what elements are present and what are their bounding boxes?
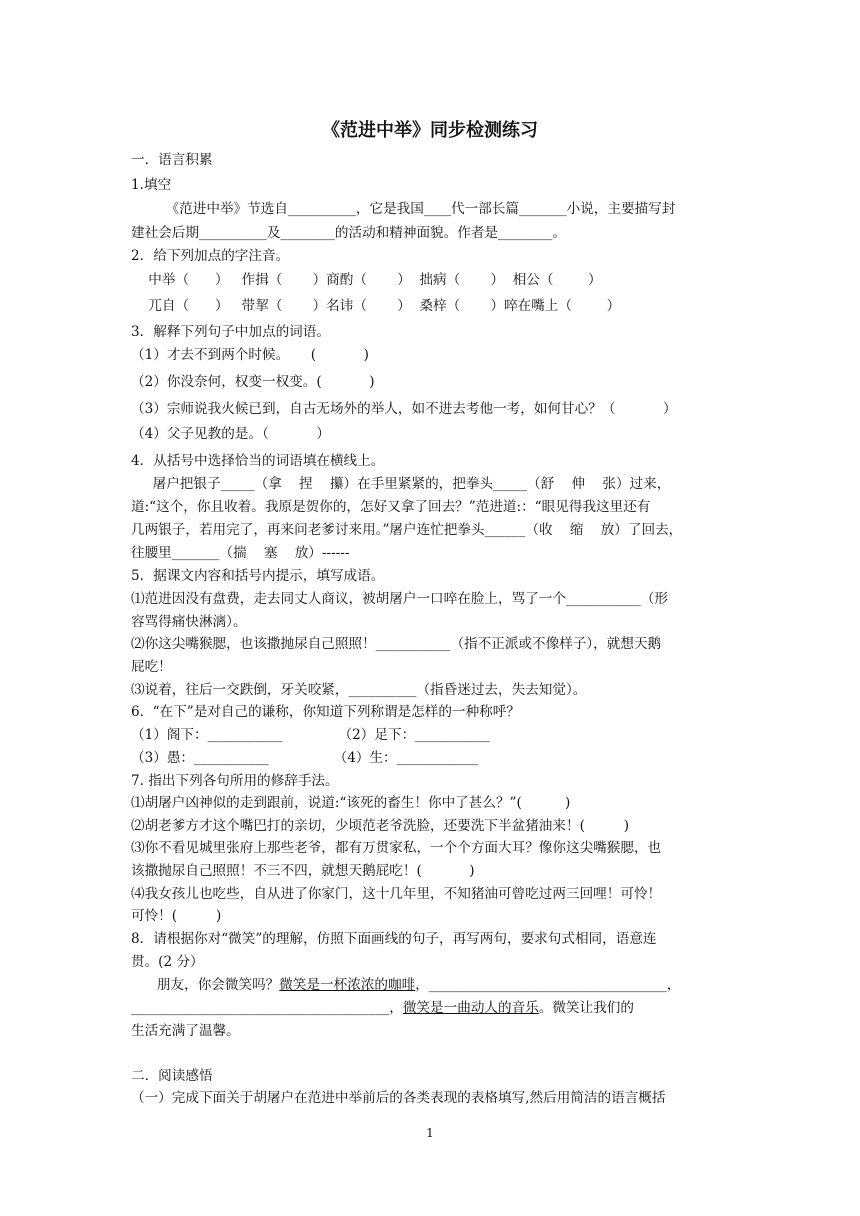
text-line: 《范进中举》节选自__________，它是我国____代一部长篇_______小说，主要描写封	[131, 201, 676, 217]
text-line: ⑴胡屠户凶神似的走到跟前，说道:“该死的畜生！你中了甚么？”( )	[131, 795, 571, 811]
text-span: ______________________________________，	[131, 1000, 403, 1016]
question-heading: 8．请根据你对“微笑”的理解，仿照下面画线的句子，再写两句，要求句式相同，语意连	[131, 931, 657, 947]
pinyin-row: 兀自（ ） 带挈（ ）名讳（ ） 桑梓（ ）啐在嘴上（ ）	[131, 298, 621, 314]
text-line: ⑶你不看见城里张府上那些老爷，都有万贯家私，一个个方面大耳？像你这尖嘴猴腮，也	[131, 840, 662, 856]
text-line: （2）你没奈何，权变一权变。( )	[131, 374, 375, 390]
page-title: 《范进中举》同步检测练习	[322, 120, 538, 141]
question-heading: 6. “在下”是对自己的谦称，你知道下列称谓是怎样的一种称呼？	[131, 704, 520, 720]
text-line: （3）宗师说我火候已到，自古无场外的举人，如不进去考他一考，如何甘心？（ ）	[131, 401, 677, 417]
underlined-sentence: 微笑是一杯浓浓的咖啡	[279, 977, 416, 993]
question-heading: 2．给下列加点的字注音。	[131, 248, 290, 264]
text-line: ⑶说着，往后一交跌倒，牙关咬紧，__________（指昏迷过去，失去知觉）。	[131, 682, 587, 698]
question-heading: 5．据课文内容和括号内提示，填写成语。	[131, 568, 385, 584]
text-span: 朋友，你会微笑吗？	[131, 977, 280, 993]
section-heading: 一．语言积累	[131, 152, 213, 168]
question-heading: 3．解释下列句子中加点的词语。	[131, 324, 330, 340]
text-line: 贯。(2 分）	[131, 954, 204, 970]
text-span: ，___________________________________，	[415, 977, 681, 993]
text-line: （3）愚：___________ （4）生：____________	[131, 750, 479, 766]
question-heading: 4．从括号中选择恰当的词语填在横线上。	[131, 453, 385, 469]
text-line	[131, 975, 680, 995]
page-number: 1	[426, 1126, 434, 1140]
text-span: 。微笑让我们的	[538, 1000, 634, 1016]
section-heading: 二．阅读感悟	[131, 1068, 213, 1084]
text-line: 可怜！( )	[131, 908, 222, 924]
text-line: ⑴范进因没有盘费，走去同丈人商议，被胡屠户一口啐在脸上，骂了一个___________（形	[131, 591, 668, 607]
text-line: 屠户把银子_____（拿 捏 攥）在手里紧紧的，把拳头_____（舒 伸 张）过来，	[131, 476, 671, 492]
text-line: ⑷我女孩儿也吃些，自从进了你家门，这十几年里，不知猪油可曾吃过两三回哩！可怜！	[131, 886, 662, 902]
text-line: （1）才去不到两个时候。 ( )	[131, 347, 369, 363]
text-line: 生活充满了温馨。	[131, 1023, 240, 1039]
question-heading: 7. 指出下列各句所用的修辞手法。	[131, 773, 339, 789]
text-line: ⑵胡老爹方才这个嘴巴打的亲切，少顷范老爷洗脸，还要洗下半盆猪油来！( )	[131, 818, 630, 834]
question-heading: 1.填空	[131, 177, 172, 193]
text-line: 屁吃！	[131, 659, 172, 675]
text-line: 该撒抛尿自己照照！不三不四，就想天鹅屁吃！( )	[131, 863, 475, 879]
text-line: ⑵你这尖嘴猴腮，也该撒抛尿自己照照！___________（指不正派或不像样子），就想天鹅	[131, 636, 662, 652]
text-line: 容骂得痛快淋漓）。	[131, 614, 247, 630]
text-line: （1）阁下：___________ （2）足下：___________	[131, 727, 490, 743]
text-line: （4）父子见教的是。（ ）	[131, 426, 330, 442]
underlined-sentence: 微笑是一曲动人的音乐	[402, 1000, 539, 1016]
text-line: 几两银子，若用完了，再来问老爹讨来用。”屠户连忙把拳头______（收 缩 放）了回去，	[131, 522, 683, 538]
text-line: 建社会后期__________及________的活动和精神面貌。作者是________。	[131, 225, 566, 241]
text-line: （一）完成下面关于胡屠户在范进中举前后的各类表现的表格填写,然后用简洁的语言概括	[131, 1090, 666, 1106]
text-line: 道:“这个，你且收着。我原是贺你的，怎好又拿了回去？”范进道:：“眼见得我这里还有	[131, 499, 651, 515]
pinyin-row: 中举（ ） 作揖（ ）商酌（ ） 拙病（ ） 相公（ ）	[131, 272, 602, 288]
text-line: 往腰里_______（揣 塞 放）------	[131, 545, 350, 561]
text-line	[131, 998, 634, 1018]
